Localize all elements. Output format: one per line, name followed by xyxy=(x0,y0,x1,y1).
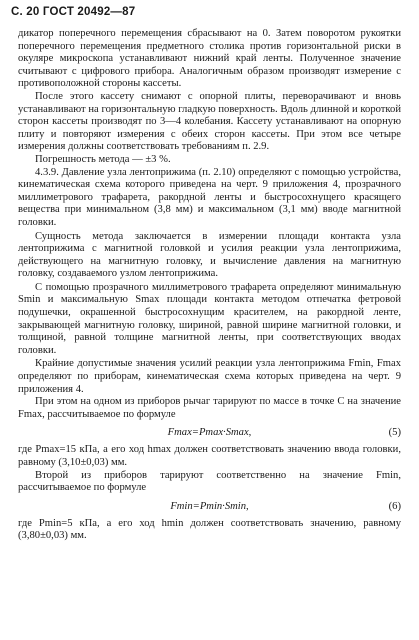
formula-5 xyxy=(18,424,401,442)
formula-number: (5) xyxy=(388,427,401,439)
paragraph: дикатор поперечного перемещения сбрасывают на 0. Затем поворотом рукоятки поперечного перемещения предметного столика против горизонтальной риски в окуляре микроскопа устанавливают нижний край ленты. Полученное значение считывают с цифрового прибора. Аналогичным образом производят измерение с противоположной стороны кассеты. xyxy=(18,28,401,90)
paragraph: С помощью прозрачного миллиметрового трафарета определяют минимальную Smin и максимальную Smax площади контакта методом отпечатка фетровой подушечки, окрашенной быстросохнущим красителем, на ракордной ленте, закрывающей магнитную головку, шириной, равной ширине магнитной головки, и толщиной, равной толщине магнитной ленты, при соответствующих вводах головки. xyxy=(18,281,401,356)
formula-number: (6) xyxy=(388,500,401,512)
paragraph: При этом на одном из приборов рычаг тарируют по массе в точке C на значение Fmax, рассчитываемое по формуле xyxy=(18,396,401,420)
paragraph: Сущность метода заключается в измерении площади контакта узла лентоприжима с магнитной головкой и усилия реакции узла лентоприжима, действующего на магнитную головку, и вычисление давления на магнитную головку, создаваемого узлом лентоприжима. xyxy=(18,230,401,280)
formula-6 xyxy=(18,498,401,516)
paragraph: Крайние допустимые значения усилий реакции узла лентоприжима Fmin, Fmax определяют по приборам, кинематическая схема которых приведена на черт. 9 приложения 4. xyxy=(18,358,401,395)
page-header: С. 20 ГОСТ 20492—87 xyxy=(11,6,136,18)
paragraph: Второй из приборов тарируют соответственно на значение Fmin, рассчитываемое по формуле xyxy=(18,469,401,494)
paragraph: После этого кассету снимают с опорной плиты, переворачивают и вновь устанавливают на горизонтальную гладкую поверхность. Вдоль длинной и короткой сторон кассеты производят по 3—4 колебания. Кассету устанавливают на опорную плиту и повторяют измерения с обеих сторон кассеты. При этом все четыре измерения должны соответствовать требованиям п. 2.9. xyxy=(18,90,401,153)
formula-text: Fmin=Pmin·Smin, xyxy=(170,500,249,512)
paragraph: 4.3.9. Давление узла лентоприжима (п. 2.10) определяют с помощью устройства, кинематическая схема которого приведена на черт. 9 приложения 4, прозрачного миллиметрового трафарета, ракордной ленты и быстросохнущего красящего вещества при минимальном (3,8 мм) и максимальном (3,1 мм) вводе магнитной головки. xyxy=(18,166,401,228)
formula-text: Fmax=Pmax·Smax, xyxy=(167,427,252,439)
paragraph: где Pmin=5 кПа, а его ход hmin должен соответствовать значению, равному (3,80±0,03) мм. xyxy=(18,517,401,542)
document-body xyxy=(18,28,401,543)
paragraph: где Pmax=15 кПа, а его ход hmax должен соответствовать значению ввода головки, равному (3,10±0,03) мм. xyxy=(18,444,401,468)
paragraph: Погрешность метода — ±3 %. xyxy=(35,153,171,165)
